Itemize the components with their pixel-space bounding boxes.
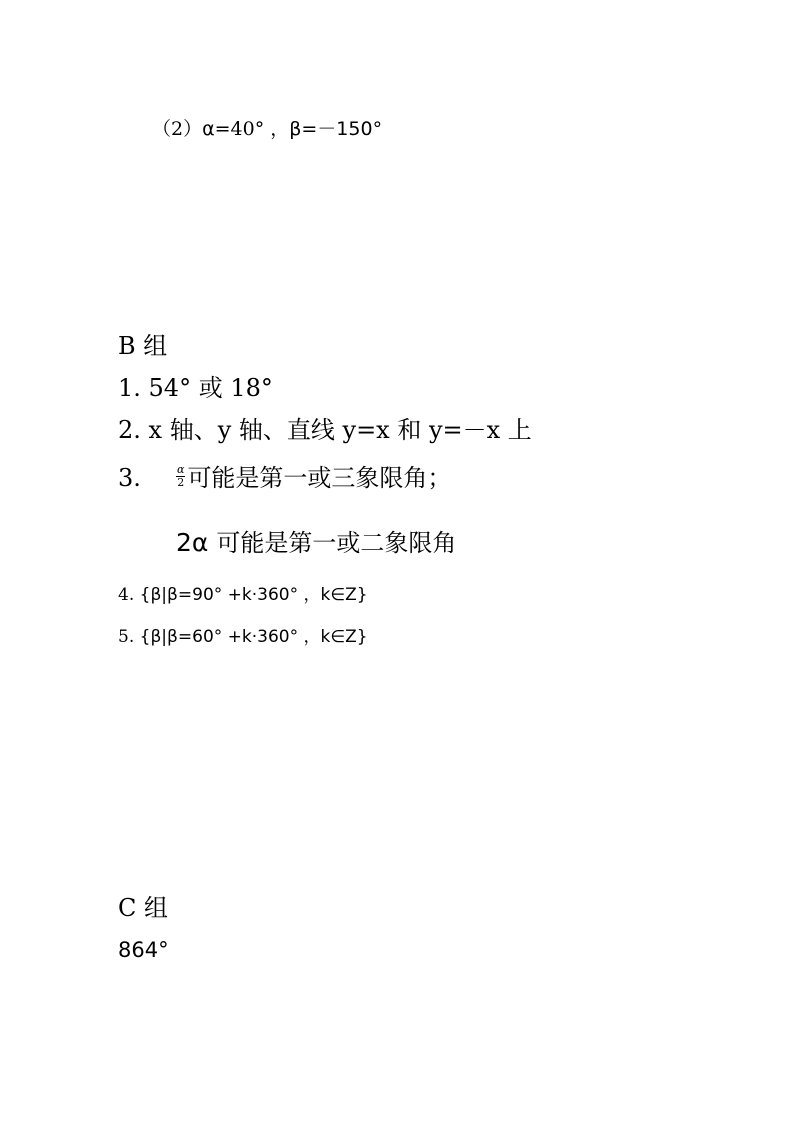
group-b-item-3-number: 3. [118,464,141,492]
group-b-item-1: 1. 54° 或 18° [118,374,273,402]
group-b-item-2: 2. x 轴、y 轴、直线 y=x 和 y=－x 上 [118,416,532,444]
group-b-item-3 [118,463,452,492]
part-2-beta: β=－150° [289,118,383,140]
fraction-denominator: 2 [177,476,185,489]
group-c-answer: 864° [118,938,169,962]
group-b-item-4-number: 4. [118,585,135,605]
part-2-answer [152,120,382,139]
group-c-heading: C 组 [118,894,168,922]
part-2-alpha: α [202,118,215,140]
group-b-heading: B 组 [118,332,168,360]
two-alpha-label: 2α [176,528,209,557]
group-b-item-5-text: {β|β=60° +k·360° ，k∈Z} [139,627,368,647]
part-2-label: （2） [152,118,203,140]
alpha-over-2-fraction [176,464,185,488]
group-b-item-5 [118,629,368,646]
part-2-alpha-value: =40° ， [214,118,290,140]
group-b-item-5-number: 5. [118,627,135,647]
group-b-item-3-text: 可能是第一或三象限角； [187,464,452,492]
group-b-item-3-second-line [176,530,456,555]
group-b-item-3-second-text: 可能是第一或二象限角 [216,529,457,557]
group-b-item-4 [118,587,368,604]
fraction-numerator: α [177,463,185,477]
group-b-item-4-text: {β|β=90° +k·360° ，k∈Z} [139,585,368,605]
